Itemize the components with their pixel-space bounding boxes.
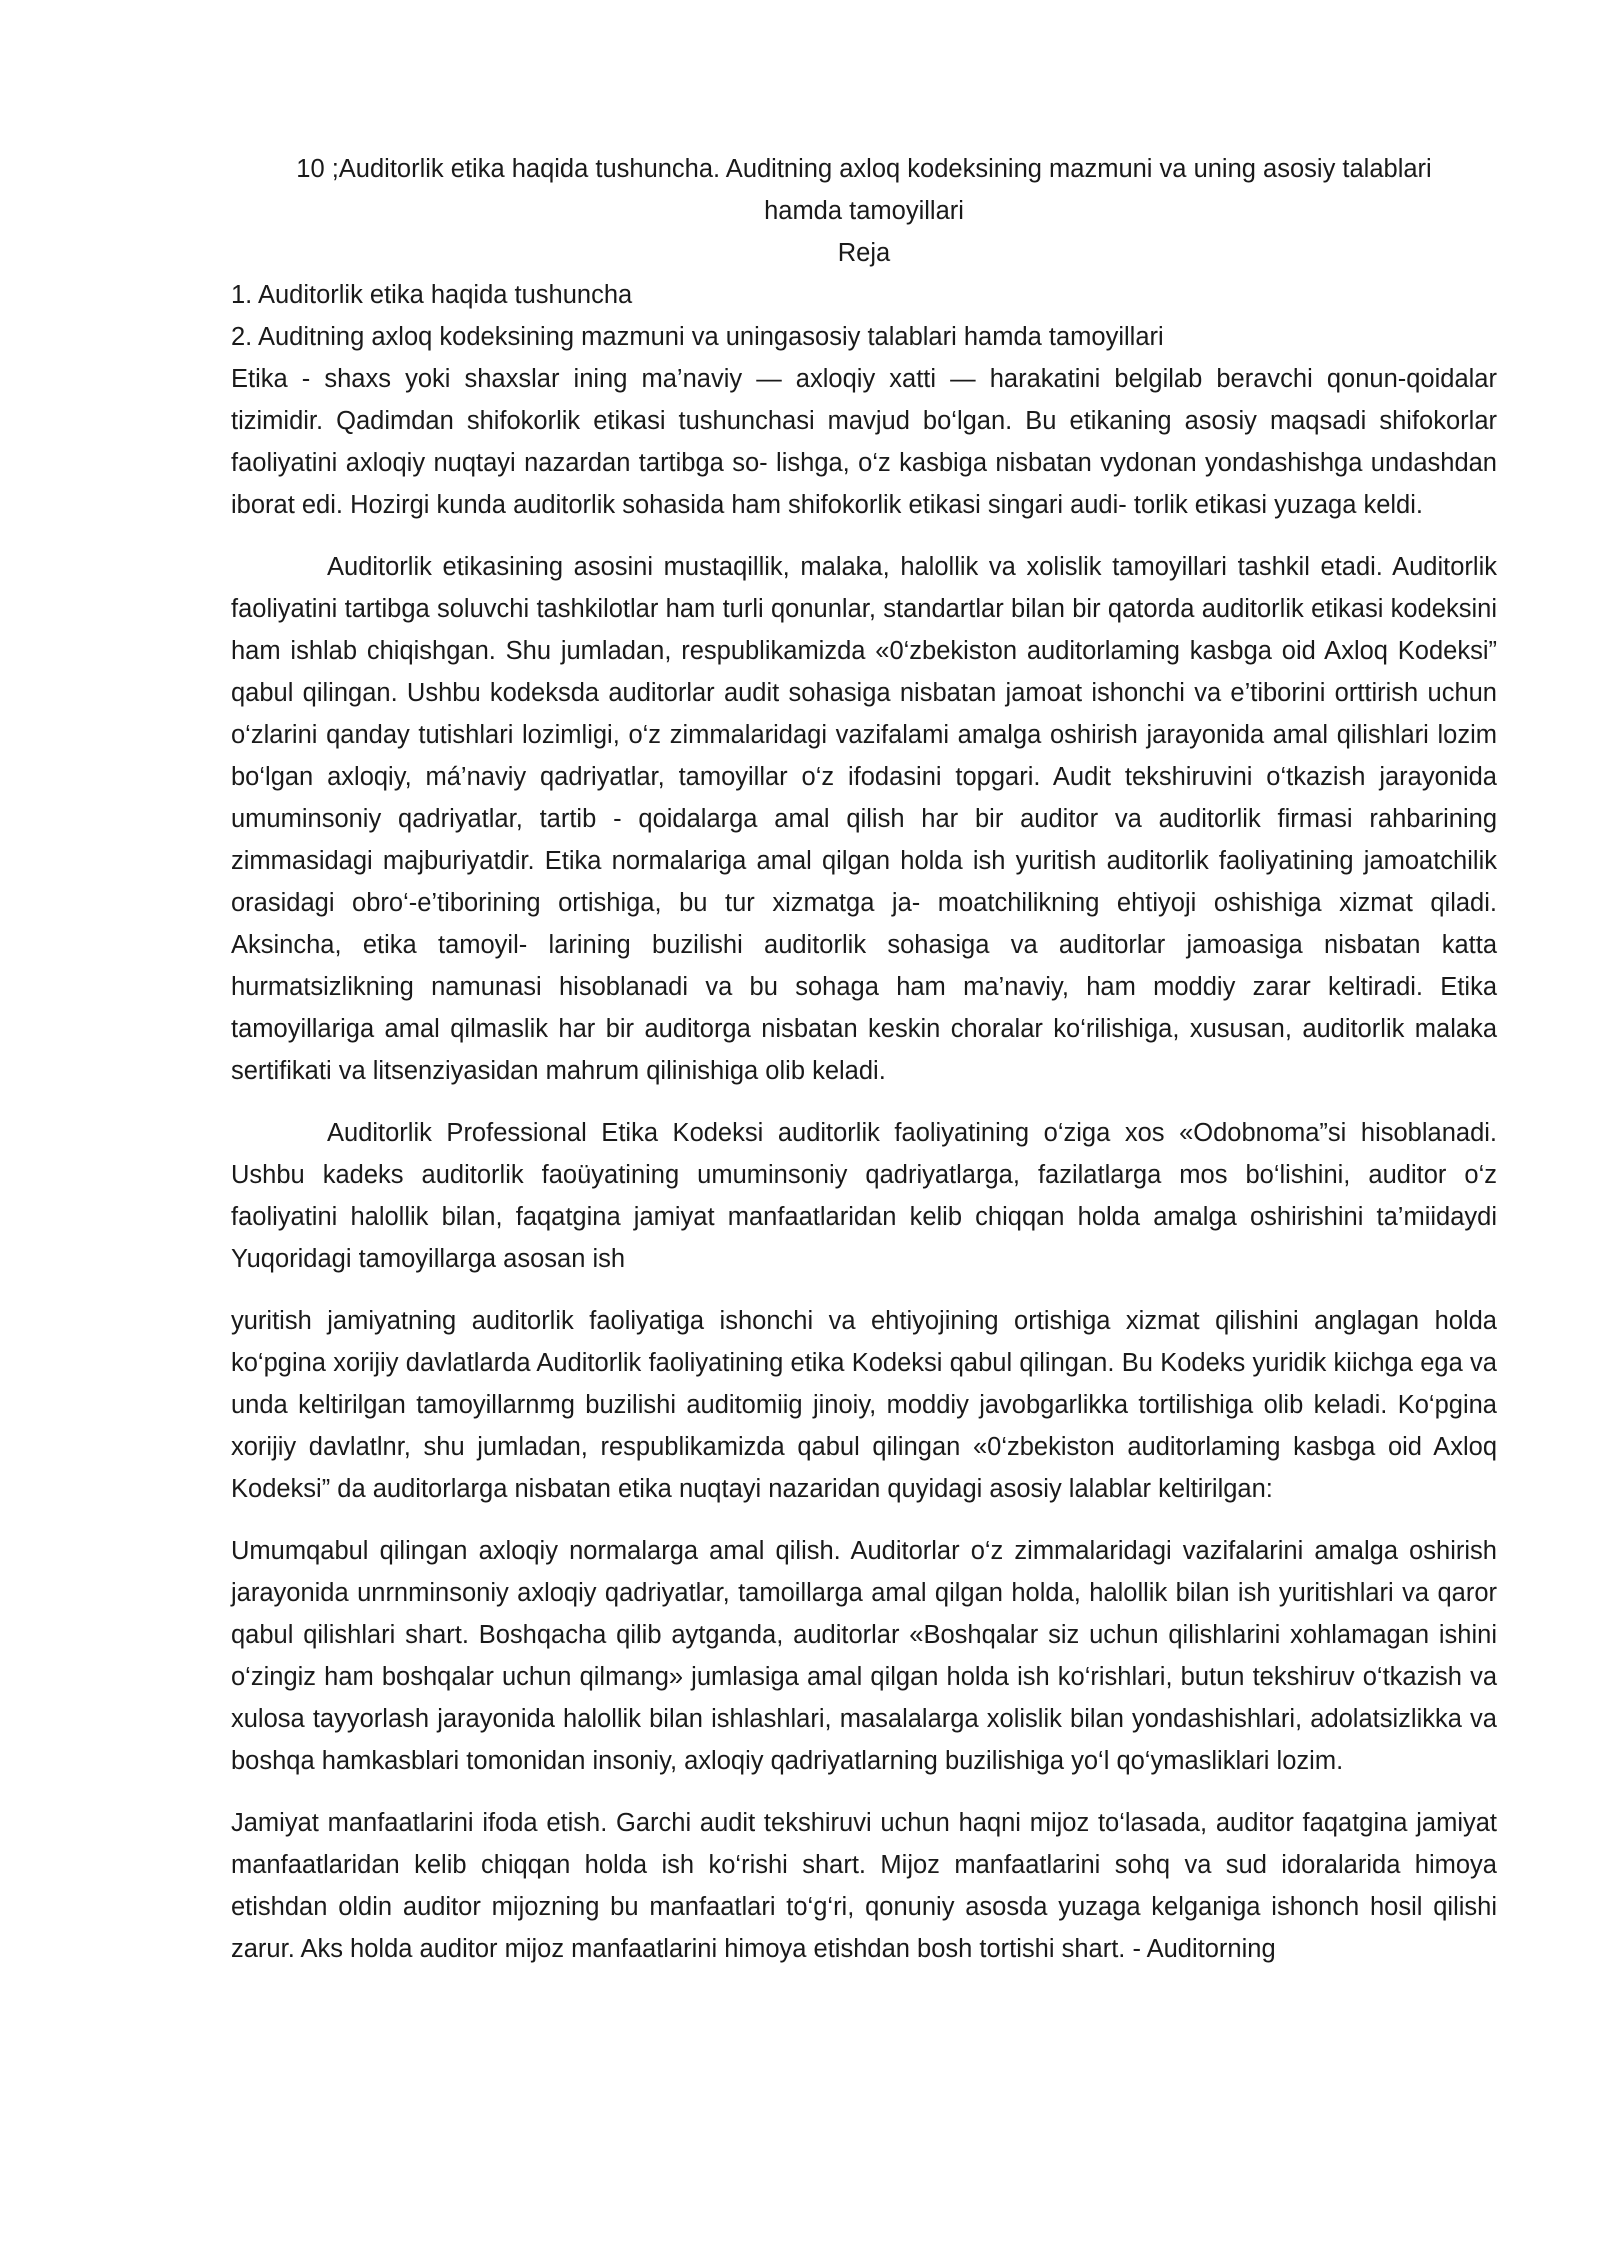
document-title-line-1: 10 ;Auditorlik etika haqida tushuncha. Auditning axloq kodeksining mazmuni va uning asosiy talablari [296,155,1432,183]
paragraph-professional-code: Auditorlik Professional Etika Kodeksi auditorlik faoliyatining o‘ziga xos «Odobnoma”si hisoblanadi. Ushbu kadeks auditorlik faoüyatining umuminsoniy qadriyatlarga, fazilatlarga mos bo‘lishini, auditor o‘z faoliyatini halollik bilan, faqatgina jamiyat manfaatlaridan kelib chiqqan holda amalga oshirishini ta’miidaydi Yuqoridagi tamoyillarga asosan ish [231,1119,1497,1273]
plan-heading: Reja [837,239,891,267]
paragraph-ethics-principles: Auditorlik etikasining asosini mustaqillik, malaka, halollik va xolislik tamoyillari tashkil etadi. Auditorlik faoliyatini tartibga soluvchi tashkilotlar ham turli qonunlar, standartlar bilan bir qatorda auditorlik etikasi kodeksini ham ishlab chiqishgan. Shu jumladan, respublikamizda «0‘zbekiston auditorlaming kasbga oid Axloq Kodeksi” qabul qilingan. Ushbu kodeksda auditorlar audit sohasiga nisbatan jamoat ishonchi va e’tiborini orttirish uchun o‘zlarini qanday tutishlari lozimligi, o‘z zimmalaridagi vazifalami amalga oshirish jarayonida amal qilishlari lozim bo‘lgan axloqiy, má’naviy qadriyatlar, tamoyillar o‘z ifodasini topgari. Audit tekshiruvini o‘tkazish jarayonida umuminsoniy qadriyatlar, tartib - qoidalarga amal qilish har bir auditor va auditorlik firmasi rahbarining zimmasidagi majburiyatdir. Etika normalariga amal qilgan holda ish yuritish auditorlik faoliyatining jamoatchilik orasidagi obro‘-e’tiborining ortishiga, bu tur xizmatga ja- moatchilikning ehtiyoji oshishiga xizmat qiladi. Aksincha, etika tamoyil- larining buzilishi auditorlik sohasiga va auditorlar jamoasiga nisbatan katta hurmatsizlikning namunasi hisoblanadi va bu sohaga ham ma’naviy, ham moddiy zarar keltiradi. Etika tamoyillariga amal qilmaslik har bir auditorga nisbatan keskin choralar ko‘rilishiga, xususan, auditorlik malaka sertifikati va litsenziyasidan mahrum qilinishiga olib keladi. [231,553,1497,1085]
paragraph-foreign-codes: yuritish jamiyatning auditorlik faoliyatiga ishonchi va ehtiyojining ortishiga xizmat qilishini anglagan holda ko‘pgina xorijiy davlatlarda Auditorlik faoliyatining etika Kodeksi qabul qilingan. Bu Kodeks yuridik kiichga ega va unda keltirilgan tamoyillarnmg buzilishi auditomiig jinoiy, moddiy javobgarlikka tortilishiga olib keladi. Ko‘pgina xorijiy davlatlnr, shu jumladan, respublikamizda qabul qilingan «0‘zbekiston auditorlaming kasbga oid Axloq Kodeksi” da auditorlarga nisbatan etika nuqtayi nazaridan quyidagi asosiy lalablar keltirilgan: [231,1307,1497,1503]
plan-item-1: 1. Auditorlik etika haqida tushuncha [231,281,633,309]
document-title-line-2: hamda tamoyillari [764,197,964,225]
paragraph-ethics-definition: Etika - shaxs yoki shaxslar ining ma’naviy — axloqiy xatti — harakatini belgilab beravchi qonun-qoidalar tizimidir. Qadimdan shifokorlik etikasi tushunchasi mavjud bo‘lgan. Bu etikaning asosiy maqsadi shifokorlar faoliyatini axloqiy nuqtayi nazardan tartibga so- lishga, o‘z kasbiga nisbatan vydonan yondashishga undashdan iborat edi. Hozirgi kunda auditorlik sohasida ham shifokorlik etikasi singari audi- torlik etikasi yuzaga keldi. [231,365,1497,519]
plan-item-2: 2. Auditning axloq kodeksining mazmuni va uningasosiy talablari hamda tamoyillari [231,323,1164,351]
paragraph-public-interest: Jamiyat manfaatlarini ifoda etish. Garchi audit tekshiruvi uchun haqni mijoz to‘lasada, auditor faqatgina jamiyat manfaatlaridan kelib chiqqan holda ish ko‘rishi shart. Mijoz manfaatlarini sohq va sud idoralarida himoya etishdan oldin auditor mijozning bu manfaatlari to‘g‘ri, qonuniy asosda yuzaga kelganiga ishonch hosil qilishi zarur. Aks holda auditor mijoz manfaatlarini himoya etishdan bosh tortishi shart. - Auditorning [231,1809,1497,1963]
document-page [231,148,1497,1970]
paragraph-moral-norms: Umumqabul qilingan axloqiy normalarga amal qilish. Auditorlar o‘z zimmalaridagi vazifalarini amalga oshirish jarayonida unrnminsoniy axloqiy qadriyatlar, tamoillarga amal qilgan holda, halollik bilan ish yuritishlari va qaror qabul qilishlari shart. Boshqacha qilib aytganda, auditorlar «Boshqalar siz uchun qilishlarini xohlamagan ishini o‘zingiz ham boshqalar uchun qilmang» jumlasiga amal qilgan holda ish ko‘rishlari, butun tekshiruv o‘tkazish va xulosa tayyorlash jarayonida halollik bilan ishlashlari, masalalarga xolislik bilan yondashishlari, adolatsizlikka va boshqa hamkasblari tomonidan insoniy, axloqiy qadriyatlarning buzilishiga yo‘l qo‘ymasliklari lozim. [231,1537,1497,1775]
